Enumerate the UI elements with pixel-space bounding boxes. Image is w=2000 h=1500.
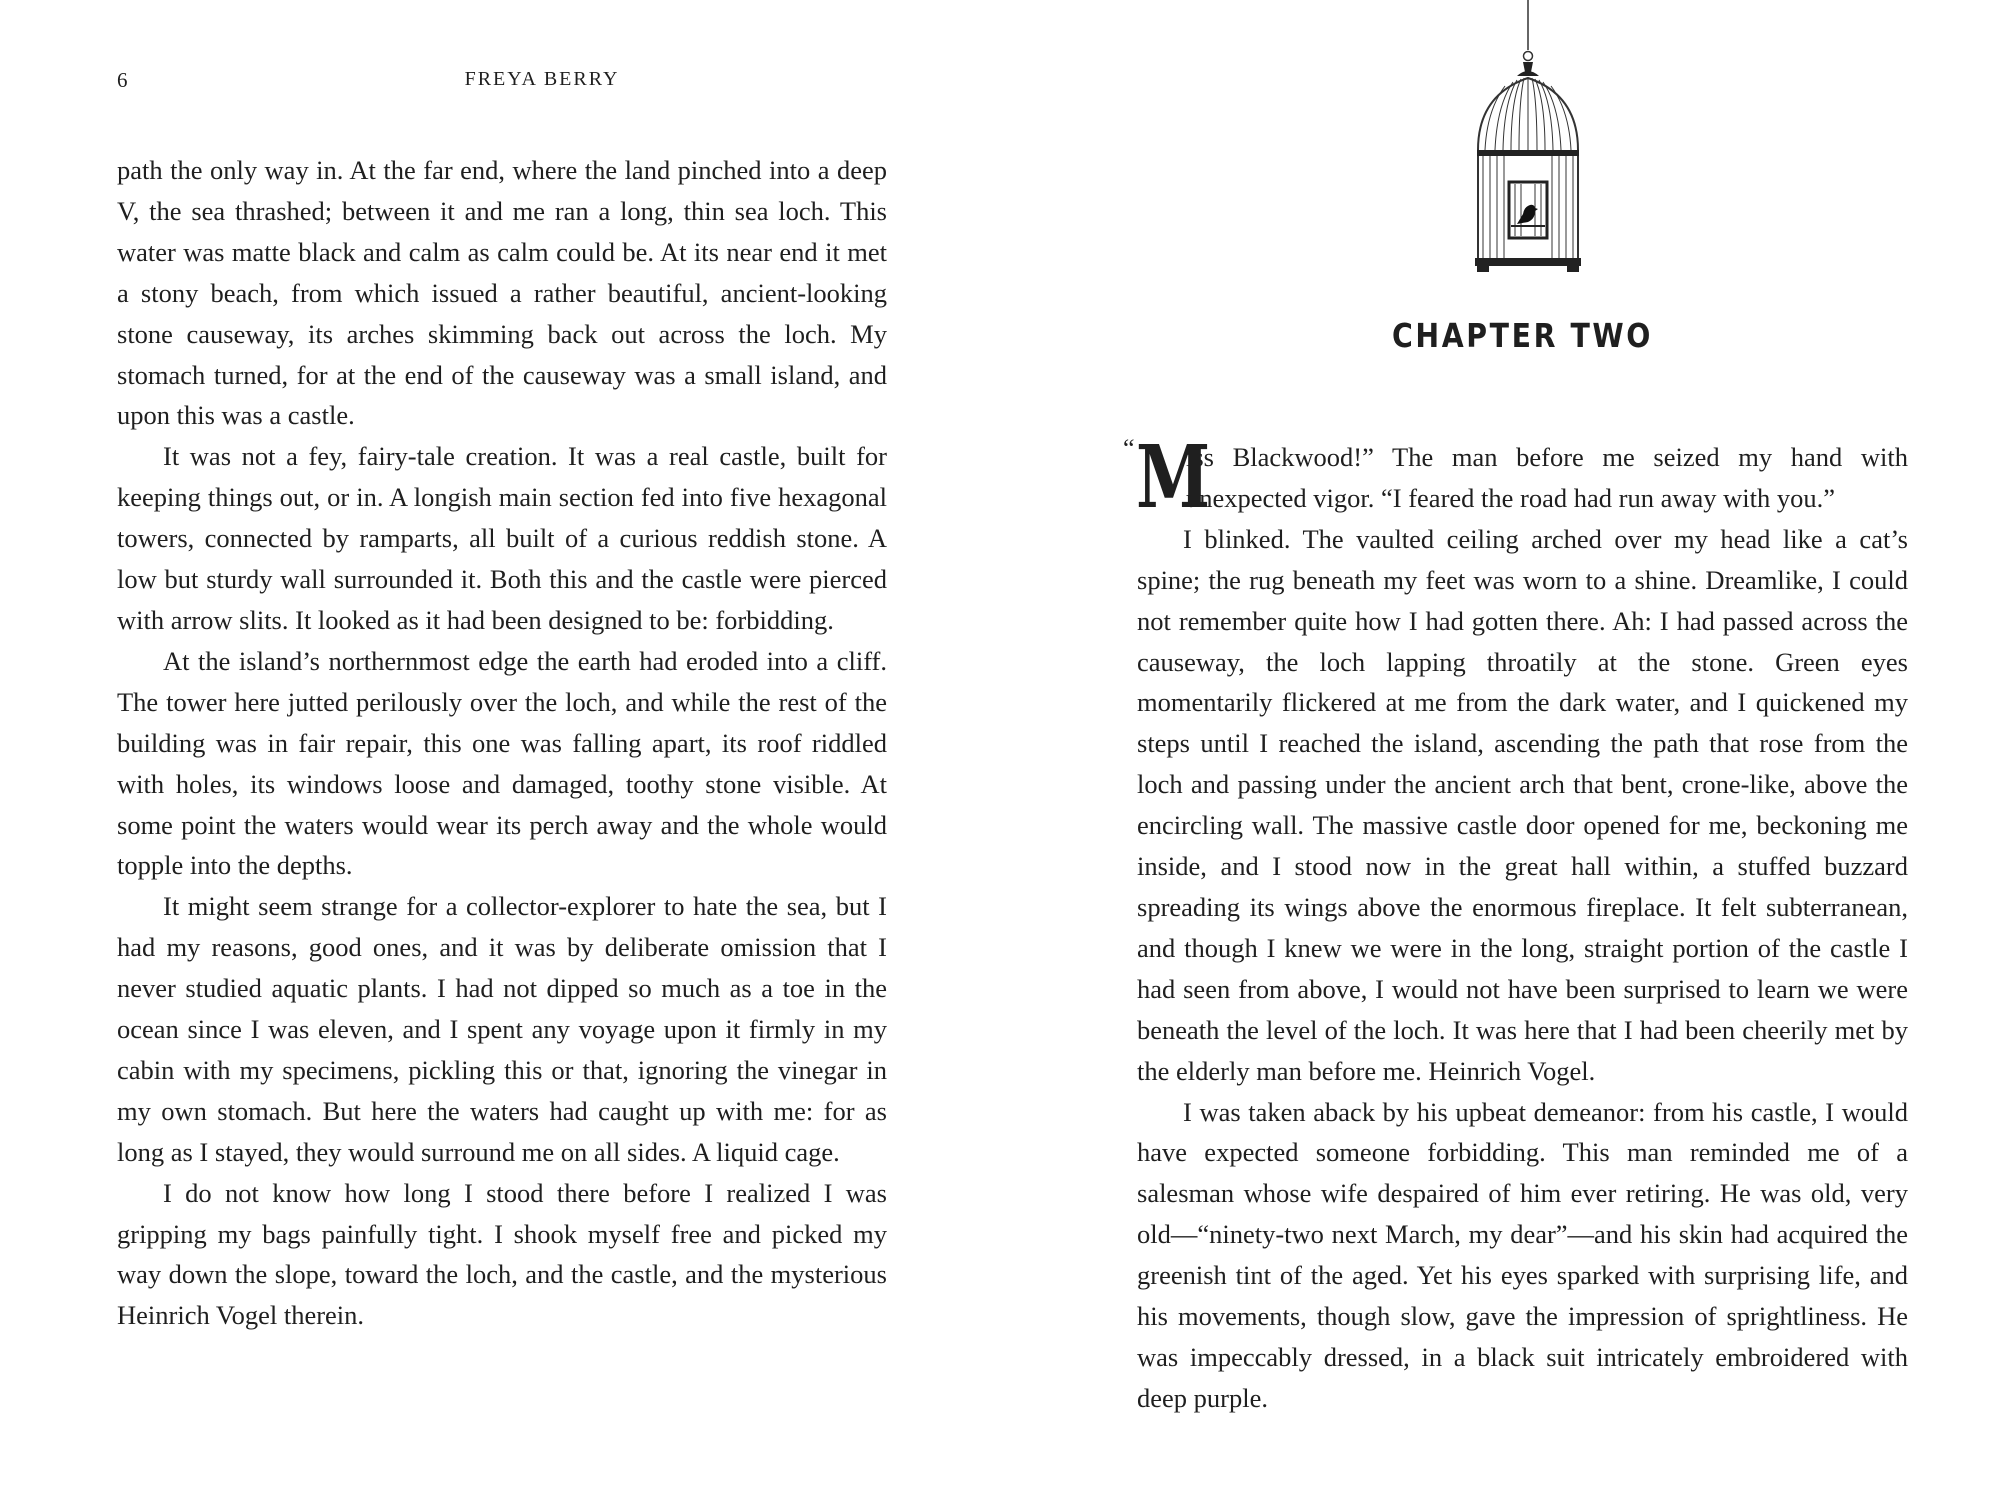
paragraph: At the island’s northernmost edge the earth had eroded into a cliff. The tower here jutted perilously over the loch, and while the rest of the building was in fair repair, this one was falling apart, its roof riddled with holes, its windows loose and damaged, toothy stone visible. At some point the waters would wear its perch away and the whole would topple into the depths. xyxy=(117,645,887,881)
paragraph: I was taken aback by his upbeat demeanor: from his castle, I would have expected someone forbidding. This man reminded me of a salesman whose wife despaired of him ever retiring. He was old, very old—“ninety-two next March, my dear”—and his skin had acquired the greenish tint of the aged. Yet his eyes sparked with surprising life, and his movements, though slow, gave the impression of sprightliness. He was impeccably dressed, in a black suit intricately embroidered with deep purple. xyxy=(1137,1096,1908,1413)
opening-paragraph-text: iss Blackwood!” The man before me seized my hand with unexpected vigor. “I feared the road had run away with you.” xyxy=(1186,442,1908,513)
right-body-text xyxy=(1123,427,1908,1419)
chapter-title: CHAPTER TWO xyxy=(1391,316,1653,355)
paragraph: I do not know how long I stood there before I realized I was gripping my bags painfully tight. I shook myself free and picked my way down the slope, toward the loch, and the castle, and the mysterious Heinrich Vogel therein. xyxy=(117,1177,887,1331)
paragraph: I blinked. The vaulted ceiling arched over my head like a cat’s spine; the rug beneath my feet was worn to a shine. Dreamlike, I could not remember quite how I had gotten there. Ah: I had passed across the causeway, the loch lapping throatily at the stone. Green eyes momentarily flickered at me from the dark water, and I quickened my steps until I reached the island, ascending the path that rose from the loch and passing under the ancient arch that bent, crone-like, above the encircling wall. The massive castle door opened for me, beckoning me inside, and I stood now in the great hall within, a stuffed buzzard spreading its wings above the enormous fireplace. It felt subterranean, and though I knew we were in the long, straight portion of the castle I had seen from above, I would not have been surprised to learn we were beneath the level of the loch. It was here that I had been cheerily met by the elderly man before me. Heinrich Vogel. xyxy=(1137,523,1908,1086)
running-head xyxy=(117,68,887,98)
paragraph: It was not a fey, fairy-tale creation. It was a real castle, built for keeping things out, or in. A longish main section fed into five hexagonal towers, connected by ramparts, all built of a curious reddish stone. A low but sturdy wall surrounded it. Both this and the castle were pierced with arrow slits. It looked as it had been designed to be: forbidding. xyxy=(117,441,887,635)
birdcage-icon xyxy=(1473,0,1583,280)
paragraph: path the only way in. At the far end, where the land pinched into a deep V, the sea thrashed; between it and me ran a long, thin sea loch. This water was matte black and calm as calm could be. At its near end it met a stony beach, from which issued a rather beautiful, ancient-looking stone causeway, its arches skimming back out across the loch. My stomach turned, for at the end of the causeway was a small island, and upon this was a castle. xyxy=(117,155,887,431)
page-number: 6 xyxy=(117,68,128,92)
drop-cap: M xyxy=(1136,427,1211,528)
opening-quote: “ xyxy=(1123,434,1135,463)
opening-paragraph xyxy=(1123,427,1908,528)
right-page xyxy=(1000,0,2000,1500)
left-body-text xyxy=(117,150,887,1336)
paragraph: It might seem strange for a collector-explorer to hate the sea, but I had my reasons, good ones, and it was by deliberate omission that I never studied aquatic plants. I had not dipped so much as a toe in the ocean since I was eleven, and I spent any voyage upon it firmly in my cabin with my specimens, pickling this or that, ignoring the vinegar in my own stomach. But here the waters had caught up with me: for as long as I stayed, they would surround me on all sides. A liquid cage. xyxy=(117,891,887,1167)
running-title: FREYA BERRY xyxy=(464,68,620,90)
